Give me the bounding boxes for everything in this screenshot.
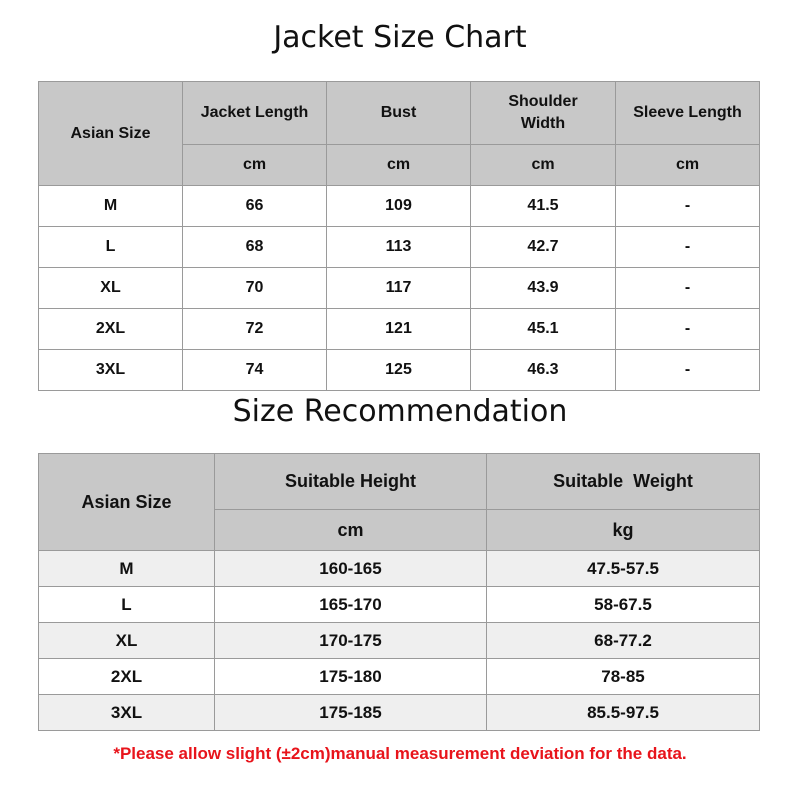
table-cell: 121 (327, 309, 471, 350)
table-cell: - (616, 350, 760, 391)
table-cell: 165-170 (215, 587, 487, 623)
table-cell: 70 (183, 268, 327, 309)
col-header-shoulder-width: Shoulder Width (471, 82, 616, 145)
table-cell: 45.1 (471, 309, 616, 350)
table-cell: 113 (327, 227, 471, 268)
size-cell: L (39, 587, 215, 623)
unit-cell: cm (183, 145, 327, 186)
size-cell: L (39, 227, 183, 268)
col-header-jacket-length: Jacket Length (183, 82, 327, 145)
size-cell: 3XL (39, 350, 183, 391)
unit-cell: cm (616, 145, 760, 186)
table-row (39, 551, 760, 587)
unit-cell: cm (327, 145, 471, 186)
table-cell: 160-165 (215, 551, 487, 587)
jacket-size-table (38, 81, 760, 391)
col-header-suitable-weight: Suitable Weight (487, 454, 760, 510)
unit-cell: cm (215, 510, 487, 551)
size-cell: M (39, 186, 183, 227)
table-cell: 66 (183, 186, 327, 227)
table-cell: - (616, 268, 760, 309)
table-cell: 47.5-57.5 (487, 551, 760, 587)
table-cell: 72 (183, 309, 327, 350)
table-cell: 175-185 (215, 695, 487, 731)
size-recommendation-table (38, 453, 760, 731)
size-recommendation-title: Size Recommendation (232, 394, 568, 429)
measurement-deviation-note: *Please allow slight (±2cm)manual measurement deviation for the data. (113, 744, 687, 763)
size-cell: M (39, 551, 215, 587)
table-cell: 78-85 (487, 659, 760, 695)
table-cell: 109 (327, 186, 471, 227)
unit-cell: cm (471, 145, 616, 186)
table-cell: 42.7 (471, 227, 616, 268)
table-cell: 170-175 (215, 623, 487, 659)
size-cell: XL (39, 623, 215, 659)
table-cell: 175-180 (215, 659, 487, 695)
table-row (39, 227, 760, 268)
table-row (39, 695, 760, 731)
table-row (39, 350, 760, 391)
col-header-asian-size: Asian Size (39, 82, 183, 186)
table-row (39, 587, 760, 623)
table-header-row (39, 454, 760, 510)
table-cell: 85.5-97.5 (487, 695, 760, 731)
table-cell: 43.9 (471, 268, 616, 309)
size-cell: 3XL (39, 695, 215, 731)
col-header-bust: Bust (327, 82, 471, 145)
table-row (39, 186, 760, 227)
table-cell: 74 (183, 350, 327, 391)
table-row (39, 309, 760, 350)
table-row (39, 623, 760, 659)
table-cell: - (616, 309, 760, 350)
table-row (39, 268, 760, 309)
col-header-sleeve-length: Sleeve Length (616, 82, 760, 145)
table-cell: 46.3 (471, 350, 616, 391)
table-cell: 41.5 (471, 186, 616, 227)
col-header-asian-size: Asian Size (39, 454, 215, 551)
unit-cell: kg (487, 510, 760, 551)
table-cell: - (616, 227, 760, 268)
table-cell: 68 (183, 227, 327, 268)
table-cell: - (616, 186, 760, 227)
size-cell: XL (39, 268, 183, 309)
size-chart-title: Jacket Size Chart (273, 20, 527, 55)
table-cell: 125 (327, 350, 471, 391)
table-row (39, 659, 760, 695)
table-cell: 58-67.5 (487, 587, 760, 623)
table-cell: 68-77.2 (487, 623, 760, 659)
table-cell: 117 (327, 268, 471, 309)
table-header-row (39, 82, 760, 145)
col-header-suitable-height: Suitable Height (215, 454, 487, 510)
size-cell: 2XL (39, 309, 183, 350)
size-cell: 2XL (39, 659, 215, 695)
